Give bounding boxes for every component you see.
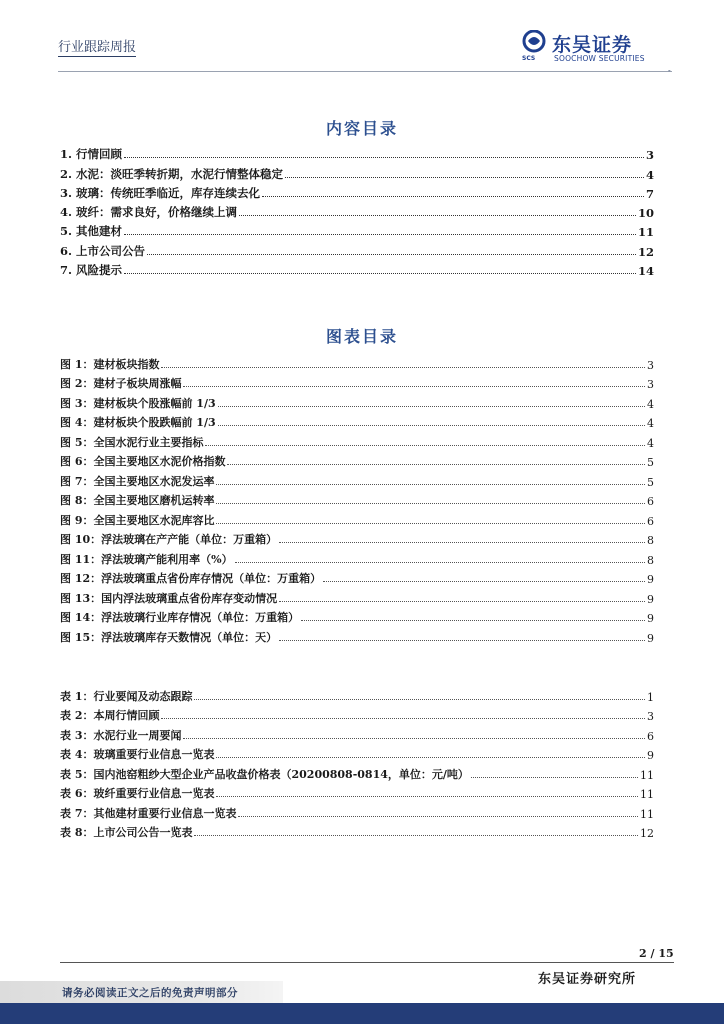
figure-entry[interactable] xyxy=(60,430,654,450)
figure-entry-label: 图 9：全国主要地区水泥库容比 xyxy=(60,513,215,527)
figure-entry[interactable] xyxy=(60,508,654,528)
figure-entry-page: 5 xyxy=(647,456,654,469)
figure-entry-page: 8 xyxy=(647,534,654,547)
disclaimer-text: 请务必阅读正文之后的免责声明部分 xyxy=(62,987,238,999)
dot-leader xyxy=(279,541,645,543)
table-entry-label: 表 5：国内池窑粗纱大型企业产品收盘价格表（20200808-0814，单位：元/吨） xyxy=(60,767,469,781)
table-entry-page: 6 xyxy=(647,729,654,743)
table-entry[interactable] xyxy=(60,723,654,743)
figure-entry-label: 图 15：浮法玻璃库存天数情况（单位：天） xyxy=(60,630,278,644)
figure-entry[interactable] xyxy=(60,372,654,392)
dot-leader xyxy=(235,561,645,563)
toc-entry[interactable] xyxy=(60,259,654,278)
table-entry[interactable] xyxy=(60,821,654,841)
dot-leader xyxy=(124,272,636,274)
toc-entry-page: 10 xyxy=(637,206,654,221)
dot-leader xyxy=(205,444,645,446)
figure-entry-page: 5 xyxy=(647,475,654,489)
table-entry[interactable] xyxy=(60,743,654,763)
dot-leader xyxy=(262,195,644,197)
dot-leader xyxy=(124,233,636,235)
table-entry-label: 表 4：玻璃重要行业信息一览表 xyxy=(60,748,215,761)
figure-entry-label: 图 12：浮法玻璃重点省份库存情况（单位：万重箱） xyxy=(60,572,322,585)
dot-leader xyxy=(194,698,645,700)
figure-entry-label: 图 2：建材子板块周涨幅 xyxy=(60,377,182,390)
figure-entry-page: 3 xyxy=(647,358,654,372)
dot-leader xyxy=(216,483,645,485)
table-entry-page: 11 xyxy=(640,807,654,821)
dot-leader xyxy=(239,214,636,216)
toc-entry-page: 14 xyxy=(637,264,654,279)
toc-entry[interactable] xyxy=(60,182,654,201)
figures-list xyxy=(60,352,654,645)
figure-entry[interactable] xyxy=(60,606,654,626)
figure-entry-label: 图 1：建材板块指数 xyxy=(60,357,160,371)
figure-entry-page: 4 xyxy=(647,417,654,430)
table-entry-label: 表 2：本周行情回顾 xyxy=(60,709,160,722)
figure-entry-page: 9 xyxy=(647,592,654,606)
toc-entry-page: 12 xyxy=(637,244,654,259)
table-entry[interactable] xyxy=(60,704,654,724)
table-entry-label: 表 7：其他建材重要行业信息一览表 xyxy=(60,806,237,820)
figure-entry-label: 图 10：浮法玻璃在产产能（单位：万重箱） xyxy=(60,533,278,546)
contents-title: 内容目录 xyxy=(325,119,398,138)
figure-entry-label: 图 6：全国主要地区水泥价格指数 xyxy=(60,455,226,468)
header-tick-mark: - xyxy=(668,66,671,75)
dot-leader xyxy=(194,834,638,836)
dot-leader xyxy=(124,156,644,158)
dot-leader xyxy=(183,737,645,739)
table-entry[interactable] xyxy=(60,684,654,704)
figure-entry-page: 6 xyxy=(647,495,654,508)
toc-entry-label: 5. 其他建材 xyxy=(60,224,123,239)
report-category: 行业跟踪周报 xyxy=(58,36,136,57)
contents-list xyxy=(60,143,654,278)
toc-entry[interactable] xyxy=(60,239,654,258)
logo-abbr: SCS xyxy=(522,55,536,62)
toc-entry-page: 4 xyxy=(645,167,654,182)
figure-entry-page: 6 xyxy=(647,514,654,528)
logo-text-cn: 东吴证券 xyxy=(552,34,633,56)
toc-entry-label: 6. 上市公司公告 xyxy=(60,243,146,258)
dot-leader xyxy=(161,366,645,368)
company-logo xyxy=(522,30,672,66)
dot-leader xyxy=(216,502,645,504)
table-entry-page: 3 xyxy=(647,710,654,723)
dot-leader xyxy=(285,176,644,178)
disclaimer-banner xyxy=(0,981,283,1003)
bottom-bar xyxy=(0,1003,724,1024)
toc-entry[interactable] xyxy=(60,220,654,239)
table-entry-page: 11 xyxy=(640,768,654,782)
figure-entry-label: 图 13：国内浮法玻璃重点省份库存变动情况 xyxy=(60,591,278,605)
dot-leader xyxy=(279,639,645,641)
research-institute: 东吴证券研究所 xyxy=(538,972,637,987)
toc-entry-label: 1. 行情回顾 xyxy=(60,147,123,162)
dot-leader xyxy=(279,600,645,602)
figure-entry-page: 3 xyxy=(647,378,654,391)
figure-entry[interactable] xyxy=(60,411,654,431)
table-entry-label: 表 8：上市公司公告一览表 xyxy=(60,826,193,839)
figure-entry[interactable] xyxy=(60,352,654,372)
figure-entry-label: 图 4：建材板块个股跌幅前 1/3 xyxy=(60,416,216,429)
figure-entry-label: 图 5：全国水泥行业主要指标 xyxy=(60,435,204,449)
figure-entry[interactable] xyxy=(60,547,654,567)
toc-entry-label: 4. 玻纤：需求良好，价格继续上调 xyxy=(60,205,238,220)
figure-entry[interactable] xyxy=(60,489,654,509)
figure-entry-page: 4 xyxy=(647,436,654,450)
logo-text-en: SOOCHOW SECURITIES xyxy=(554,54,645,63)
figure-entry-label: 图 3：建材板块个股涨幅前 1/3 xyxy=(60,396,216,410)
table-entry-page: 12 xyxy=(640,827,654,840)
dot-leader xyxy=(301,619,645,621)
footer-divider xyxy=(60,962,674,963)
toc-entry[interactable] xyxy=(60,201,654,220)
dot-leader xyxy=(471,776,638,778)
figure-entry-page: 9 xyxy=(647,573,654,586)
figure-entry-label: 图 11：浮法玻璃产能利用率（%） xyxy=(60,552,233,566)
table-entry-label: 表 1：行业要闻及动态跟踪 xyxy=(60,689,193,703)
dot-leader xyxy=(238,815,638,817)
figure-entry-page: 9 xyxy=(647,612,654,625)
toc-entry-page: 7 xyxy=(645,186,654,201)
dot-leader xyxy=(323,580,645,582)
toc-entry-label: 7. 风险提示 xyxy=(60,263,123,278)
table-entry-page: 9 xyxy=(647,749,654,762)
figure-entry-label: 图 8：全国主要地区磨机运转率 xyxy=(60,494,215,507)
figure-entry-page: 8 xyxy=(647,553,654,567)
header-divider xyxy=(58,71,672,72)
figure-entry-label: 图 14：浮法玻璃行业库存情况（单位：万重箱） xyxy=(60,611,300,624)
figure-entry[interactable] xyxy=(60,567,654,587)
figures-title: 图表目录 xyxy=(325,327,398,346)
table-entry-label: 表 3：水泥行业一周要闻 xyxy=(60,728,182,742)
toc-entry[interactable] xyxy=(60,143,654,162)
logo-mark-icon xyxy=(522,30,546,58)
dot-leader xyxy=(147,253,636,255)
toc-entry-label: 2. 水泥：淡旺季转折期，水泥行情整体稳定 xyxy=(60,166,284,181)
figure-entry[interactable] xyxy=(60,469,654,489)
dot-leader xyxy=(218,405,645,407)
table-entry[interactable] xyxy=(60,782,654,802)
dot-leader xyxy=(216,795,638,797)
figure-entry[interactable] xyxy=(60,586,654,606)
figure-entry[interactable] xyxy=(60,450,654,470)
dot-leader xyxy=(161,717,645,719)
figure-entry-page: 4 xyxy=(647,397,654,411)
figure-entry-label: 图 7：全国主要地区水泥发运率 xyxy=(60,474,215,488)
page-number: 2 / 15 xyxy=(639,947,674,960)
table-entry[interactable] xyxy=(60,762,654,782)
table-entry[interactable] xyxy=(60,801,654,821)
figure-entry[interactable] xyxy=(60,391,654,411)
dot-leader xyxy=(183,385,645,387)
toc-entry-page: 3 xyxy=(645,148,654,163)
toc-entry-label: 3. 玻璃：传统旺季临近，库存连续去化 xyxy=(60,185,261,200)
dot-leader xyxy=(227,463,645,465)
toc-entry-page: 11 xyxy=(637,225,654,240)
dot-leader xyxy=(218,424,645,426)
tables-list xyxy=(60,684,654,840)
dot-leader xyxy=(216,756,645,758)
table-entry-page: 1 xyxy=(647,690,654,704)
figure-entry-page: 9 xyxy=(647,631,654,645)
toc-entry[interactable] xyxy=(60,162,654,181)
figure-entry[interactable] xyxy=(60,625,654,645)
figure-entry[interactable] xyxy=(60,528,654,548)
table-entry-page: 11 xyxy=(640,788,654,801)
dot-leader xyxy=(216,522,645,524)
table-entry-label: 表 6：玻纤重要行业信息一览表 xyxy=(60,787,215,800)
